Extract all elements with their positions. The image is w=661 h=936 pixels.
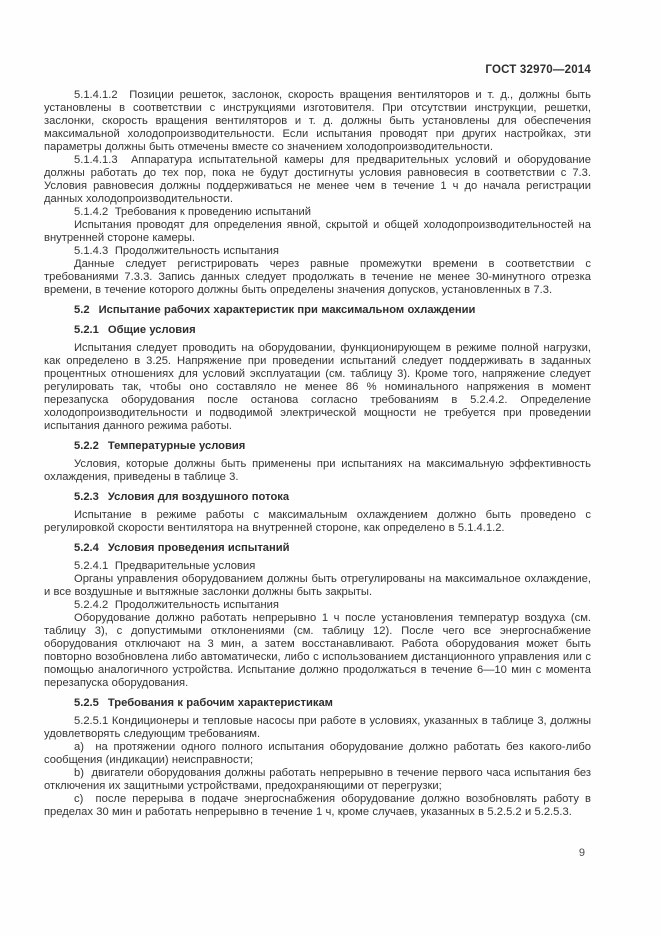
paragraph: Условия, которые должны быть применены при испытаниях на максимальную эффективность охлаждения, приведены в таблице 3. bbox=[44, 458, 591, 483]
paragraph: 5.1.4.1.3 Аппаратура испытательной камеры для предварительных условий и оборудование должны работать до тех пор, пока не будут достигнуты условия равновесия в соответствии с 7.3. Условия равновесия должны поддерживаться не менее чем в течение 1 ч до начала регистрации данных холодопроизводительности. bbox=[44, 154, 591, 205]
paragraph: Испытания проводят для определения явной, скрытой и общей холодопроизводительностей на внутренней стороне камеры. bbox=[44, 219, 591, 244]
section-number: 5.2.4 bbox=[74, 542, 99, 554]
document-header-standard-number: ГОСТ 32970—2014 bbox=[485, 64, 591, 76]
clause-run-in-heading: 5.2.4.1 Предварительные условия bbox=[74, 560, 256, 572]
section-number: 5.2 bbox=[74, 304, 90, 316]
section-title: Условия проведения испытаний bbox=[107, 542, 290, 554]
section-title: Общие условия bbox=[107, 324, 196, 336]
section-title: Условия для воздушного потока bbox=[107, 491, 290, 503]
section-number: 5.2.2 bbox=[74, 440, 99, 452]
clause-run-in-heading: 5.1.4.3 Продолжительность испытания bbox=[74, 245, 279, 257]
paragraph: 5.1.4.1.2 Позиции решеток, заслонок, скорость вращения вентиляторов и т. д., должны быть установлены в соответствии с инструкциями изготовителя. При отсутствии инструкции, решетки, заслонки, скорость вращения вентиляторов и т. д. должны быть установлены для обеспечения максимальной холодопроизводительности. Если испытания проводят при других настройках, эти параметры должны быть отмечены вместе со значением холодопроизводительности. bbox=[44, 89, 591, 153]
clause-run-in-heading: 5.1.4.2 Требования к проведению испытаний bbox=[74, 206, 312, 218]
page-number: 9 bbox=[578, 847, 585, 859]
section-heading bbox=[44, 491, 591, 504]
list-item: b) двигатели оборудования должны работать непрерывно в течение первого часа испытания без отключения их защитными устройствами, предохраняющими от перегрузки; bbox=[44, 767, 591, 792]
paragraph: Испытание в режиме работы с максимальным охлаждением должно быть проведено с регулировкой скорости вентилятора на внутренней стороне, как определено в 5.1.4.1.2. bbox=[44, 509, 591, 534]
paragraph: Данные следует регистрировать через равные промежутки времени в соответствии с требованиями 7.3.3. Запись данных следует продолжать в течение не менее 30-минутного отрезка времени, в течение которого должны быть определены значения допусков, установленных в 7.3. bbox=[44, 258, 591, 296]
section-heading bbox=[44, 324, 591, 337]
list-item: c) после перерыва в подаче энергоснабжения оборудование должно возобновлять работу в пределах 30 мин и работать непрерывно в течение 1 ч, кроме случаев, указанных в 5.2.5.2 и 5.2.5.3. bbox=[44, 793, 591, 818]
paragraph: Органы управления оборудованием должны быть отрегулированы на максимальное охлаждение, и все воздушные и вытяжные заслонки должны быть закрыты. bbox=[44, 573, 591, 598]
clause-run-in-heading: 5.2.4.2 Продолжительность испытания bbox=[74, 599, 279, 611]
section-heading bbox=[44, 697, 591, 710]
section-title: Требования к рабочим характеристикам bbox=[107, 697, 333, 709]
list-item: a) на протяжении одного полного испытания оборудование должно работать без какого-либо сообщения (индикации) неисправности; bbox=[44, 741, 591, 766]
section-title: Испытание рабочих характеристик при максимальном охлаждении bbox=[98, 304, 476, 316]
document-body bbox=[44, 89, 591, 819]
paragraph: 5.2.5.1 Кондиционеры и тепловые насосы при работе в условиях, указанных в таблице 3, должны удовлетворять следующим требованиям. bbox=[44, 715, 591, 740]
section-heading bbox=[44, 304, 591, 317]
section-number: 5.2.1 bbox=[74, 324, 99, 336]
section-title: Температурные условия bbox=[107, 440, 246, 452]
section-heading bbox=[44, 440, 591, 453]
section-number: 5.2.3 bbox=[74, 491, 99, 503]
section-heading bbox=[44, 542, 591, 555]
paragraph: Оборудование должно работать непрерывно 1 ч после установления температур воздуха (см. таблицу 3), с допустимыми отклонениями (см. таблицу 12). После чего все энергоснабжение оборудования отключают на 3 мин, а затем восстанавливают. Работа оборудования может быть повторно возобновлена либо автоматически, либо с использованием дистанционного управления или с помощью аналогичного устройства. Испытание должно продолжаться в течение 6—10 мин с момента перезапуска оборудования. bbox=[44, 612, 591, 689]
section-number: 5.2.5 bbox=[74, 697, 99, 709]
paragraph: Испытания следует проводить на оборудовании, функционирующем в режиме полной нагрузки, как определено в 3.25. Напряжение при проведении испытаний следует поддерживать в заданных процентных отношениях для условий эксплуатации (см. таблицу 3). Кроме того, напряжение следует регулировать так, чтобы оно составляло не менее 86 % номинального напряжения в момент перезапуска оборудования после останова согласно требованиям в 5.2.4.2. Определение холодопроизводительности и подводимой электрической мощности не требуется при проведении испытания данного режима работы. bbox=[44, 342, 591, 432]
